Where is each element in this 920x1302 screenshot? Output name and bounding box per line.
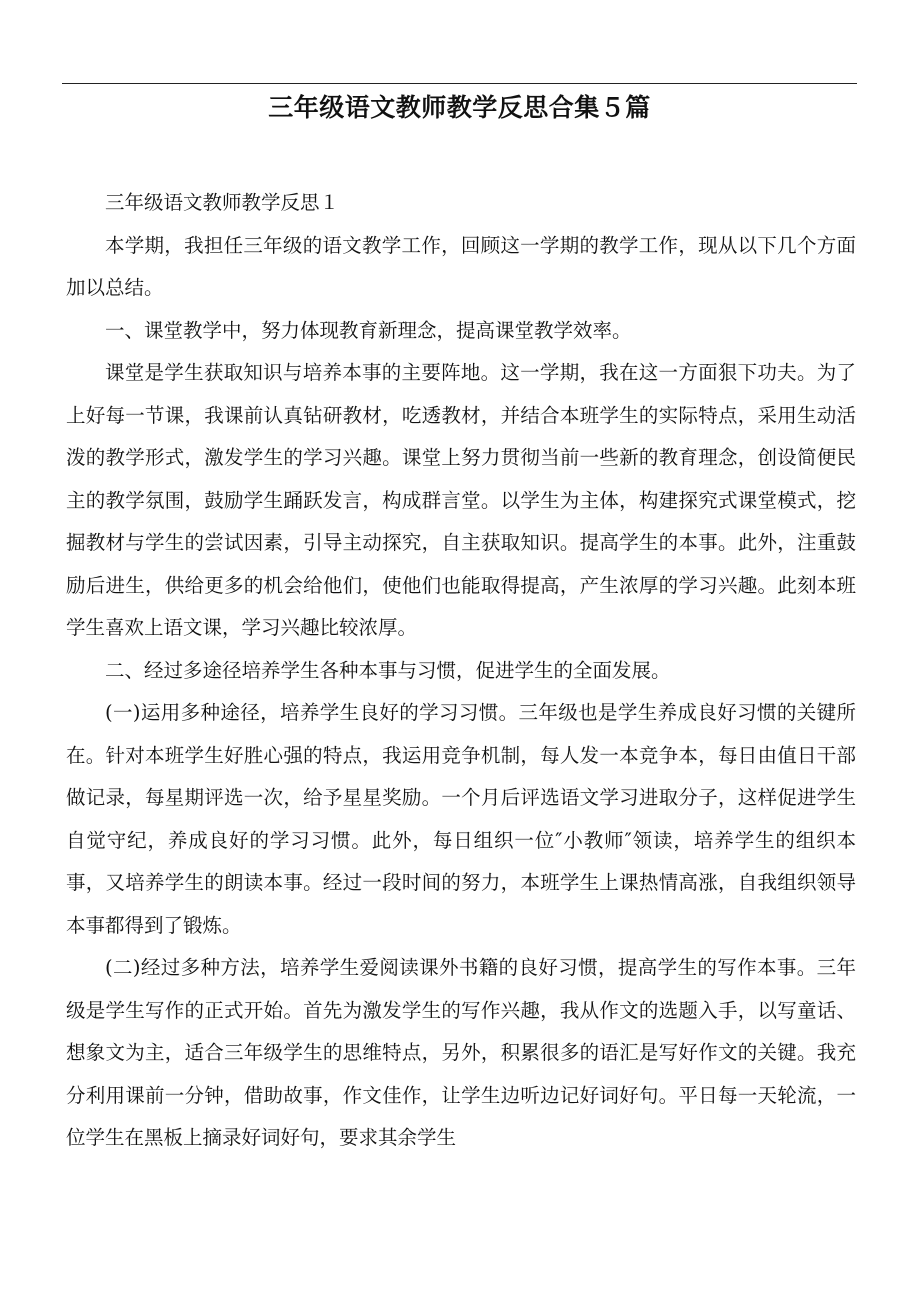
subheading-reflection-1: 三年级语文教师教学反思１ xyxy=(105,191,340,214)
paragraph-reading-writing: (二)经过多种方法，培养学生爱阅读课外书籍的良好习惯，提高学生的写作本事。三年级是学生写作的正式开始。首先为激发学生的写作兴趣，我从作文的选题入手，以写童话、想象文为主，适合三年级学生的思维特点，另外，积累很多的语汇是写好作文的关键。我充分利用课前一分钟，借助故事，作文佳作，让学生边听边记好词好句。平日每一天轮流，一位学生在黑板上摘录好词好句，要求其余学生 xyxy=(66,956,856,1149)
section-heading-1: 一、课堂教学中，努力体现教育新理念，提高课堂教学效率。 xyxy=(105,318,632,342)
paragraph-classroom: 课堂是学生获取知识与培养本事的主要阵地。这一学期，我在这一方面狠下功夫。为了上好每一节课，我课前认真钻研教材，吃透教材，并结合本班学生的实际特点，采用生动活泼的教学形式，激发学生的学习兴趣。课堂上努力贯彻当前一些新的教育理念，创设简便民主的教学氛围，鼓励学生踊跃发言，构成群言堂。以学生为主体，构建探究式课堂模式，挖掘教材与学生的尝试因素，引导主动探究，自主获取知识。提高学生的本事。此外，注重鼓励后进生，供给更多的机会给他们，使他们也能取得提高，产生浓厚的学习兴趣。此刻本班学生喜欢上语文课，学习兴趣比较浓厚。 xyxy=(66,361,856,639)
document-body xyxy=(66,182,856,1160)
document-title: 三年级语文教师教学反思合集５篇 xyxy=(268,93,651,122)
header-rule xyxy=(62,83,857,84)
section-heading-2: 二、经过多途径培养学生各种本事与习惯，促进学生的全面发展。 xyxy=(105,658,671,682)
paragraph-habits: (一)运用多种途径，培养学生良好的学习习惯。三年级也是学生养成良好习惯的关键所在。针对本班学生好胜心强的特点，我运用竞争机制，每人发一本竞争本，每日由值日干部做记录，每星期评选一次，给予星星奖励。一个月后评选语文学习进取分子，这样促进学生自觉守纪，养成良好的学习习惯。此外，每日组织一位″小教师″领读，培养学生的组织本事，又培养学生的朗读本事。经过一段时间的努力，本班学生上课热情高涨，自我组织领导本事都得到了锻炼。 xyxy=(66,701,856,937)
paragraph-intro: 本学期，我担任三年级的语文教学工作，回顾这一学期的教学工作，现从以下几个方面加以总结。 xyxy=(66,233,856,299)
